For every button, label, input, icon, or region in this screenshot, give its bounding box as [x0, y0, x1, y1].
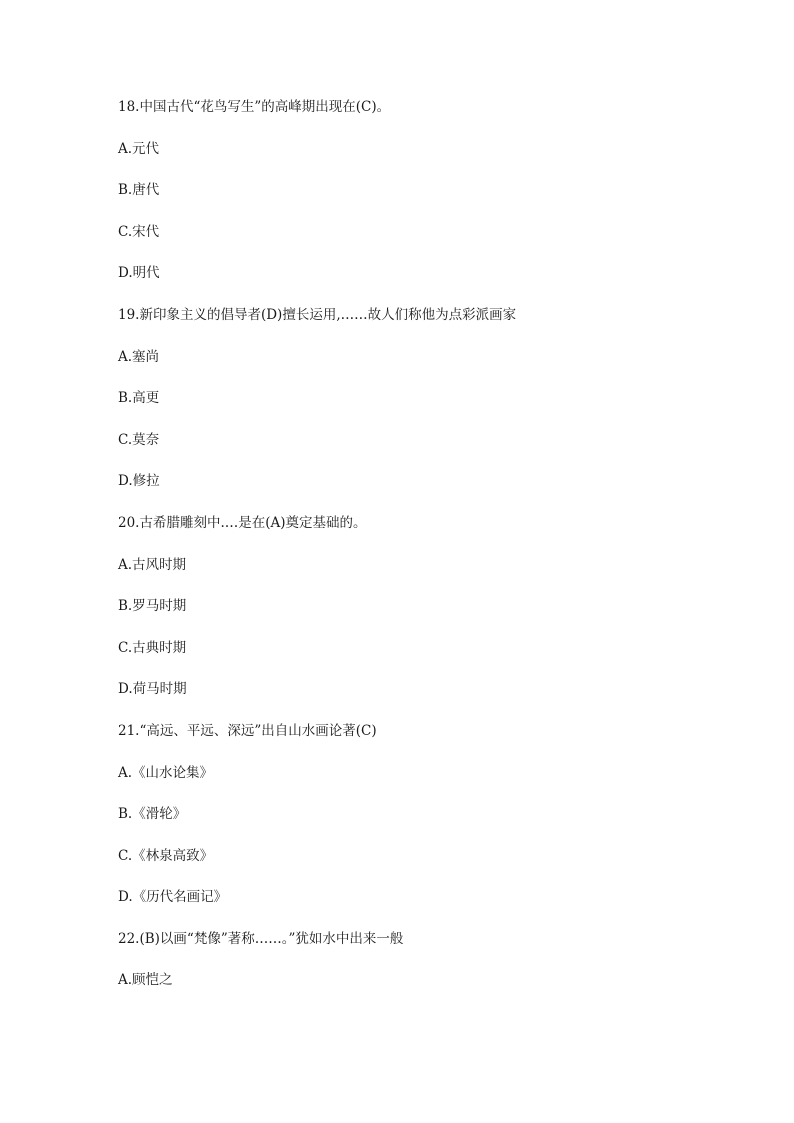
- option-20-c: C.古典时期: [118, 639, 187, 656]
- option-21-d: D.《历代名画记》: [118, 889, 228, 906]
- option-21-c: C.《林泉高致》: [118, 847, 214, 864]
- question-list: [118, 96, 718, 1011]
- option-20-b: B.罗马时期: [118, 598, 187, 615]
- option-20-a: A.古风时期: [118, 556, 187, 573]
- question-20: 20.古希腊雕刻中.…是在(A)奠定基础的。: [118, 514, 367, 531]
- option-20-d: D.荷马时期: [118, 681, 187, 698]
- question-18: 18.中国古代“花鸟写生”的高峰期出现在(C)。: [118, 99, 391, 115]
- option-19-a: A.塞尚: [118, 348, 160, 365]
- question-19: 19.新印象主义的倡导者(D)擅长运用,……故人们称他为点彩派画家: [118, 306, 517, 323]
- option-18-a: A.元代: [118, 140, 160, 157]
- option-18-b: B.唐代: [118, 182, 160, 199]
- option-18-c: C.宋代: [118, 223, 160, 240]
- option-21-b: B.《滑轮》: [118, 806, 187, 823]
- question-21: 21.“高远、平远、深远”出自山水画论著(C): [118, 722, 377, 739]
- option-21-a: A.《山水论集》: [118, 764, 214, 781]
- option-19-c: C.莫奈: [118, 431, 160, 448]
- option-18-d: D.明代: [118, 265, 160, 282]
- question-22: 22.(B)以画“梵像”著称……。”犹如水中出来一般: [118, 930, 404, 947]
- option-19-d: D.修拉: [118, 473, 160, 490]
- option-22-a: A.顾恺之: [118, 972, 173, 989]
- option-19-b: B.高更: [118, 390, 160, 407]
